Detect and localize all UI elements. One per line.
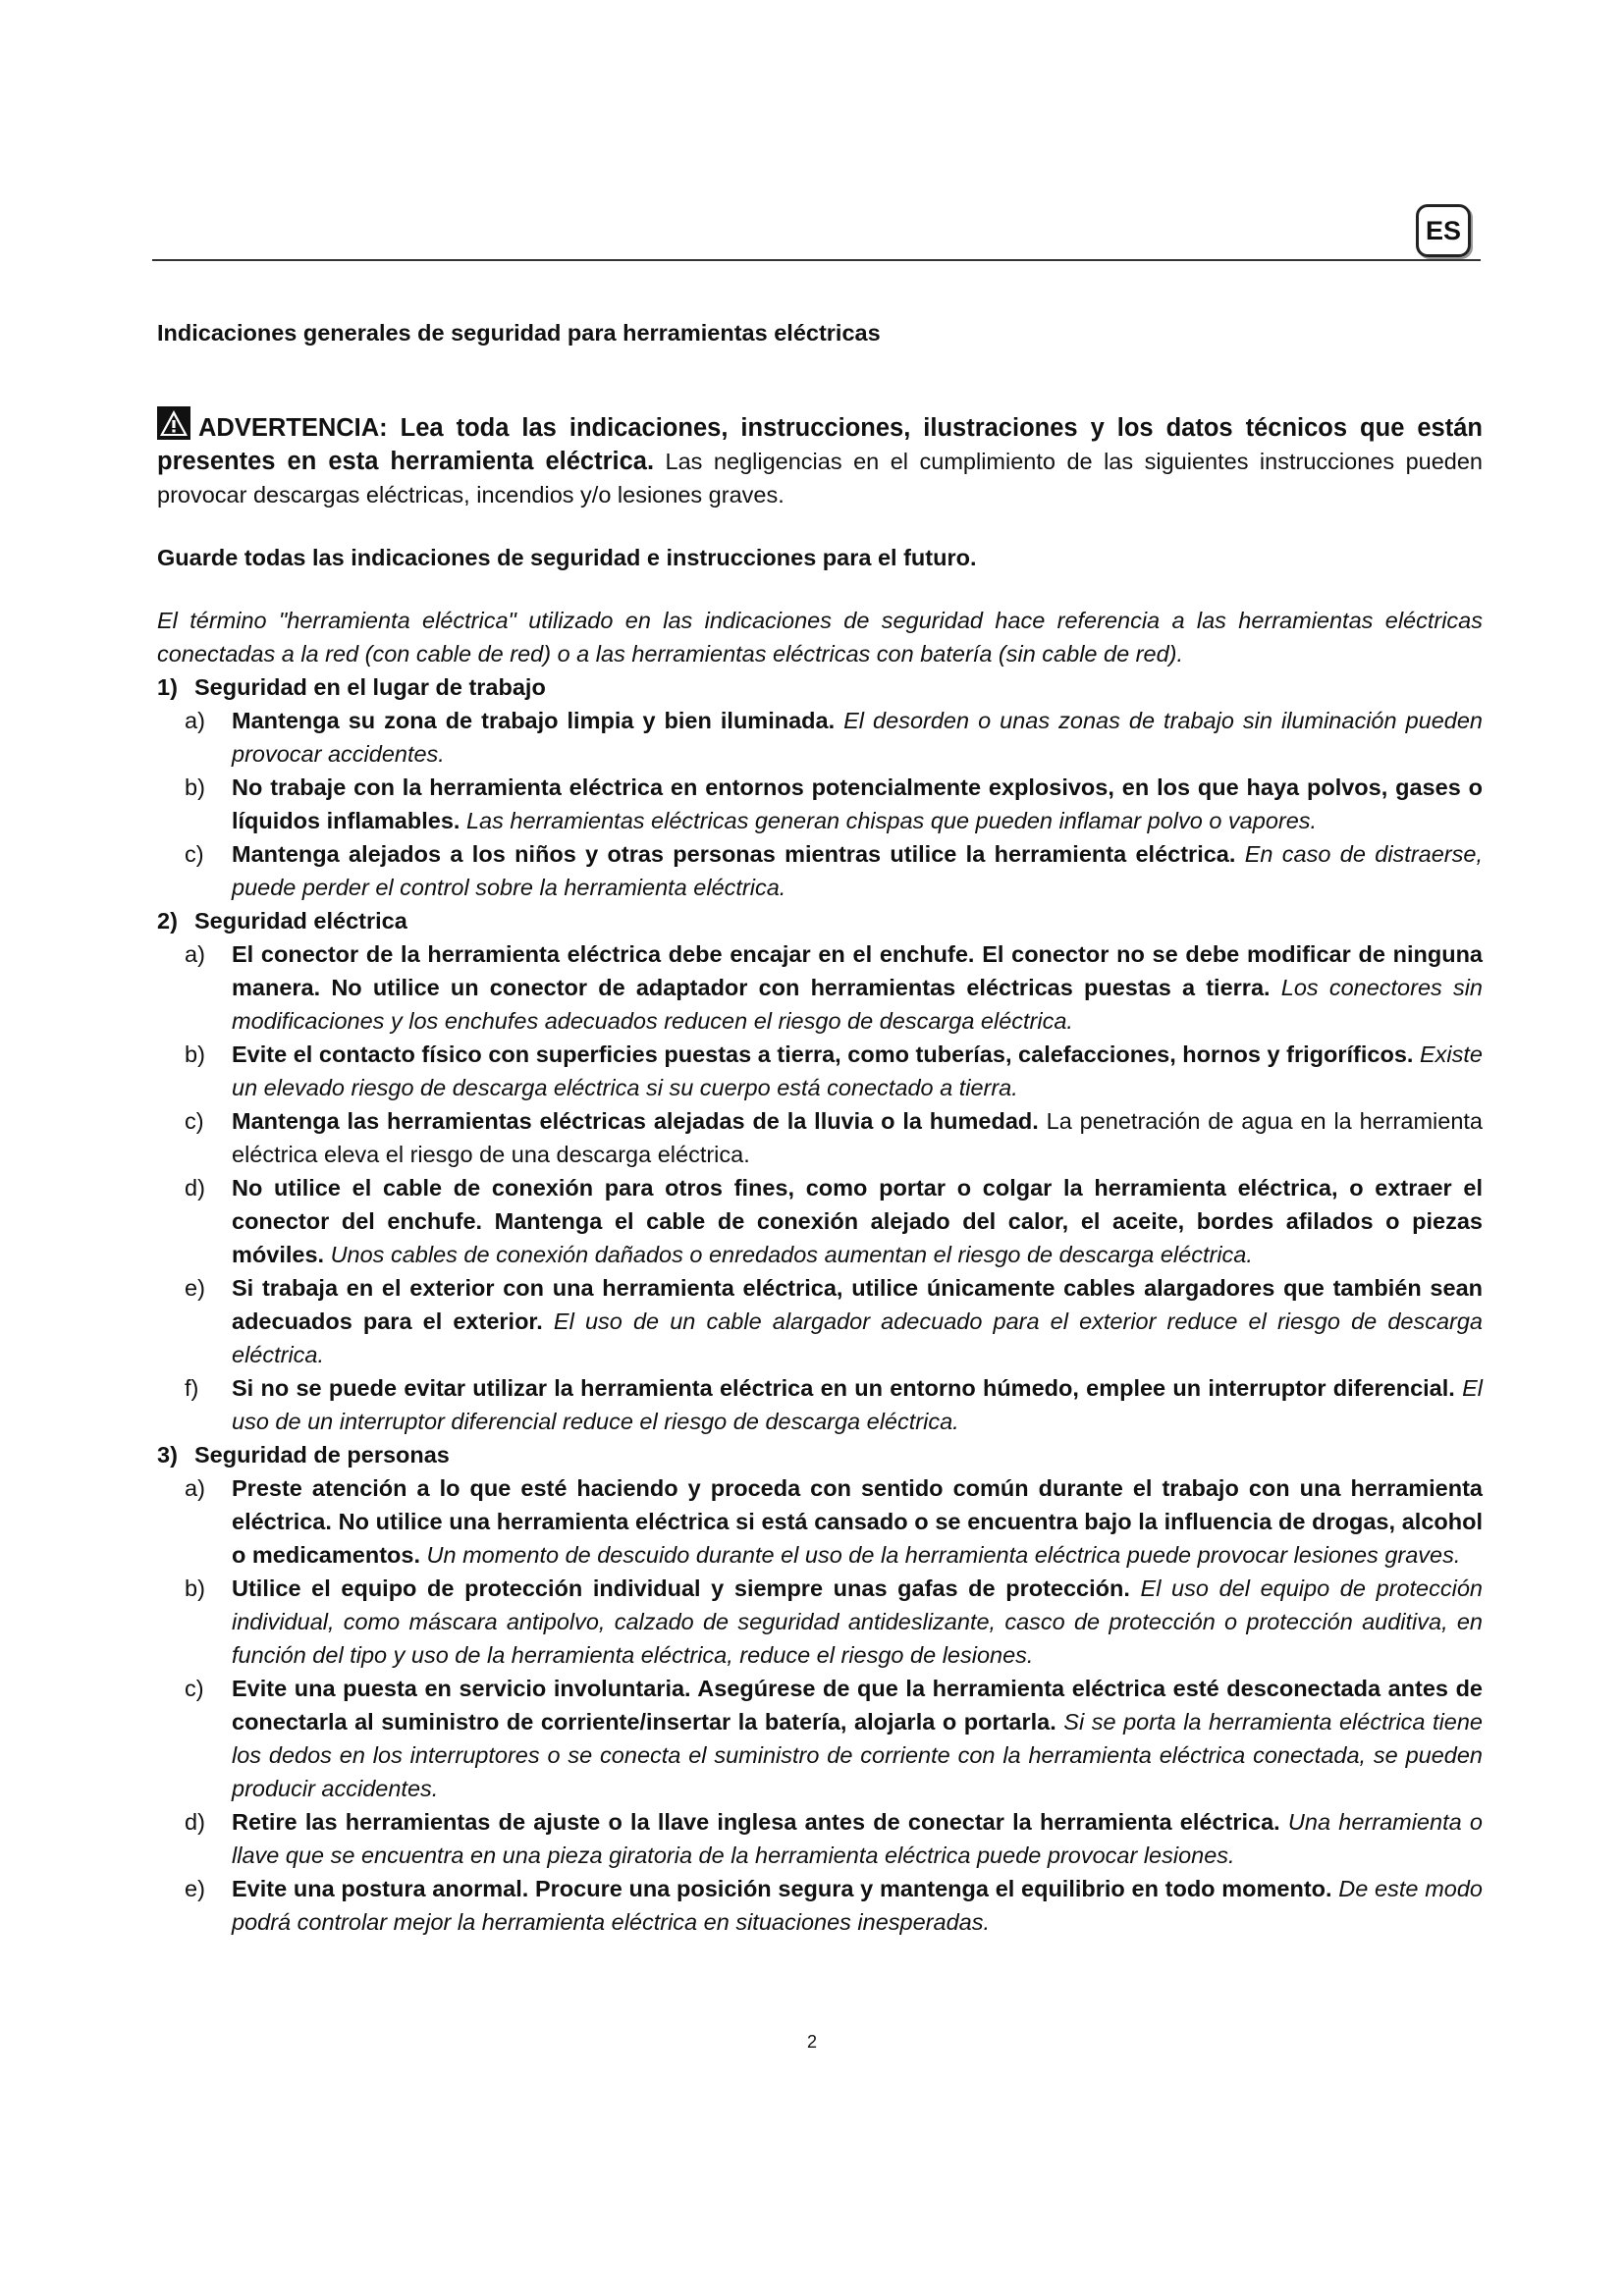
section-number: 3)	[157, 1442, 178, 1468]
item-explanation: El uso de un cable alargador adecuado para el exterior reduce el riesgo de descarga eléctrica.	[232, 1308, 1483, 1367]
item-letter: d)	[185, 1809, 205, 1835]
section-title-text: Seguridad eléctrica	[194, 908, 407, 934]
list-item	[179, 1471, 1483, 1572]
warning-paragraph	[157, 406, 1483, 511]
item-letter: e)	[185, 1876, 205, 1901]
item-letter: a)	[185, 941, 205, 967]
list-item	[179, 1572, 1483, 1672]
warning-triangle-icon	[157, 406, 190, 440]
list-item	[179, 937, 1483, 1038]
item-letter: a)	[185, 708, 205, 733]
list-item	[179, 704, 1483, 771]
item-letter: b)	[185, 1041, 205, 1067]
item-letter: a)	[185, 1475, 205, 1501]
section-1	[157, 670, 1483, 904]
item-instruction: Mantenga alejados a los niños y otras personas mientras utilice la herramienta eléctrica.	[232, 841, 1236, 867]
item-instruction: No utilice el cable de conexión para otros fines, como portar o colgar la herramienta eléctrica, o extraer el conector del enchufe. Mantenga el cable de conexión alejado del calor, el aceite, bordes afilados o piezas móviles.	[232, 1175, 1483, 1267]
section-number: 2)	[157, 908, 178, 934]
page-number: 2	[806, 2032, 817, 2052]
item-explanation: Unos cables de conexión dañados o enredados aumentan el riesgo de descarga eléctrica.	[324, 1242, 1253, 1267]
item-instruction: Utilice el equipo de protección individual y siempre unas gafas de protección.	[232, 1575, 1130, 1601]
list-item	[179, 771, 1483, 837]
list-item	[179, 1038, 1483, 1104]
item-explanation: El desorden o unas zonas de trabajo sin iluminación pueden provocar accidentes.	[232, 708, 1483, 767]
item-explanation: Existe un elevado riesgo de descarga eléctrica si su cuerpo está conectado a tierra.	[232, 1041, 1483, 1100]
list-item	[179, 1805, 1483, 1872]
list-item	[179, 837, 1483, 904]
list-item	[179, 1104, 1483, 1171]
section-number: 1)	[157, 674, 178, 700]
item-instruction: Si no se puede evitar utilizar la herramienta eléctrica en un entorno húmedo, emplee un interruptor diferencial.	[232, 1375, 1455, 1401]
item-letter: f)	[185, 1375, 199, 1401]
item-explanation: En caso de distraerse, puede perder el control sobre la herramienta eléctrica.	[232, 841, 1483, 900]
item-letter: c)	[185, 841, 204, 867]
item-explanation: Las herramientas eléctricas generan chispas que pueden inflamar polvo o vapores.	[460, 808, 1318, 833]
item-instruction: Si trabaja en el exterior con una herramienta eléctrica, utilice únicamente cables alargadores que también sean adecuados para el exterior.	[232, 1275, 1483, 1334]
item-explanation: Si se porta la herramienta eléctrica tiene los dedos en los interruptores o se conecta el suministro de corriente con la herramienta eléctrica conectada, se pueden producir accidentes.	[232, 1709, 1483, 1801]
item-letter: b)	[185, 774, 205, 800]
list-item	[179, 1271, 1483, 1371]
item-instruction: Mantenga las herramientas eléctricas alejadas de la lluvia o la humedad.	[232, 1108, 1039, 1134]
section-title-text: Seguridad de personas	[194, 1442, 450, 1468]
item-explanation: El uso del equipo de protección individual, como máscara antipolvo, calzado de seguridad antideslizante, casco de protección o protección auditiva, en función del tipo y uso de la herramienta eléctrica, reduce el riesgo de lesiones.	[232, 1575, 1483, 1668]
section-title-text: Seguridad en el lugar de trabajo	[194, 674, 546, 700]
page-content	[157, 316, 1483, 1939]
list-item	[179, 1672, 1483, 1805]
item-explanation: Los conectores sin modificaciones y los enchufes adecuados reducen el riesgo de descarga eléctrica.	[232, 975, 1483, 1034]
item-instruction: El conector de la herramienta eléctrica debe encajar en el enchufe. El conector no se debe modificar de ninguna manera. No utilice un conector de adaptador con herramientas eléctricas puestas a tierra.	[232, 941, 1483, 1000]
section-heading: Indicaciones generales de seguridad para herramientas eléctricas	[157, 320, 881, 346]
header-divider	[152, 259, 1481, 261]
item-explanation: Una herramienta o llave que se encuentra en una pieza giratoria de la herramienta eléctrica puede provocar lesiones.	[232, 1809, 1483, 1868]
section-title	[157, 1438, 1483, 1471]
item-letter: b)	[185, 1575, 205, 1601]
section-2	[157, 904, 1483, 1438]
keep-instructions-note: Guarde todas las indicaciones de seguridad e instrucciones para el futuro.	[157, 545, 977, 570]
item-explanation: De este modo podrá controlar mejor la herramienta eléctrica en situaciones inesperadas.	[232, 1876, 1483, 1935]
item-letter: c)	[185, 1108, 204, 1134]
intro-paragraph: El término "herramienta eléctrica" utilizado en las indicaciones de seguridad hace referencia a las herramientas eléctricas conectadas a la red (con cable de red) o a las herramientas eléctricas con batería (sin cable de red).	[157, 608, 1483, 667]
list-item	[179, 1872, 1483, 1939]
item-letter: e)	[185, 1275, 205, 1301]
item-instruction: Preste atención a lo que esté haciendo y proceda con sentido común durante el trabajo con una herramienta eléctrica. No utilice una herramienta eléctrica si está cansado o se encuentra bajo la influencia de drogas, alcohol o medicamentos.	[232, 1475, 1483, 1568]
list-item	[179, 1171, 1483, 1271]
item-letter: d)	[185, 1175, 205, 1201]
section-3	[157, 1438, 1483, 1939]
item-instruction: Retire las herramientas de ajuste o la llave inglesa antes de conectar la herramienta eléctrica.	[232, 1809, 1280, 1835]
section-title	[157, 670, 1483, 704]
item-instruction: Evite una puesta en servicio involuntaria. Asegúrese de que la herramienta eléctrica esté desconectada antes de conectarla al suministro de corriente/insertar la batería, alojarla o portarla.	[232, 1676, 1483, 1735]
item-instruction: Mantenga su zona de trabajo limpia y bien iluminada.	[232, 708, 836, 733]
item-instruction: No trabaje con la herramienta eléctrica en entornos potencialmente explosivos, en los que haya polvos, gases o líquidos inflamables.	[232, 774, 1483, 833]
item-explanation: El uso de un interruptor diferencial reduce el riesgo de descarga eléctrica.	[232, 1375, 1483, 1434]
item-explanation: Un momento de descuido durante el uso de la herramienta eléctrica puede provocar lesiones graves.	[419, 1542, 1461, 1568]
warning-lead: ADVERTENCIA: Lea toda las indicaciones, instrucciones, ilustraciones y los datos técnicos que están presentes en esta herramienta eléctrica.	[157, 414, 1483, 475]
list-item	[179, 1371, 1483, 1438]
item-instruction: Evite el contacto físico con superficies puestas a tierra, como tuberías, calefacciones, hornos y frigoríficos.	[232, 1041, 1414, 1067]
item-explanation: La penetración de agua en la herramienta eléctrica eleva el riesgo de una descarga eléctrica.	[232, 1108, 1483, 1167]
language-badge: ES	[1416, 204, 1471, 257]
item-letter: c)	[185, 1676, 204, 1701]
warning-body: Las negligencias en el cumplimiento de las siguientes instrucciones pueden provocar descargas eléctricas, incendios y/o lesiones graves.	[157, 449, 1483, 507]
item-instruction: Evite una postura anormal. Procure una posición segura y mantenga el equilibrio en todo momento.	[232, 1876, 1332, 1901]
section-title	[157, 904, 1483, 937]
